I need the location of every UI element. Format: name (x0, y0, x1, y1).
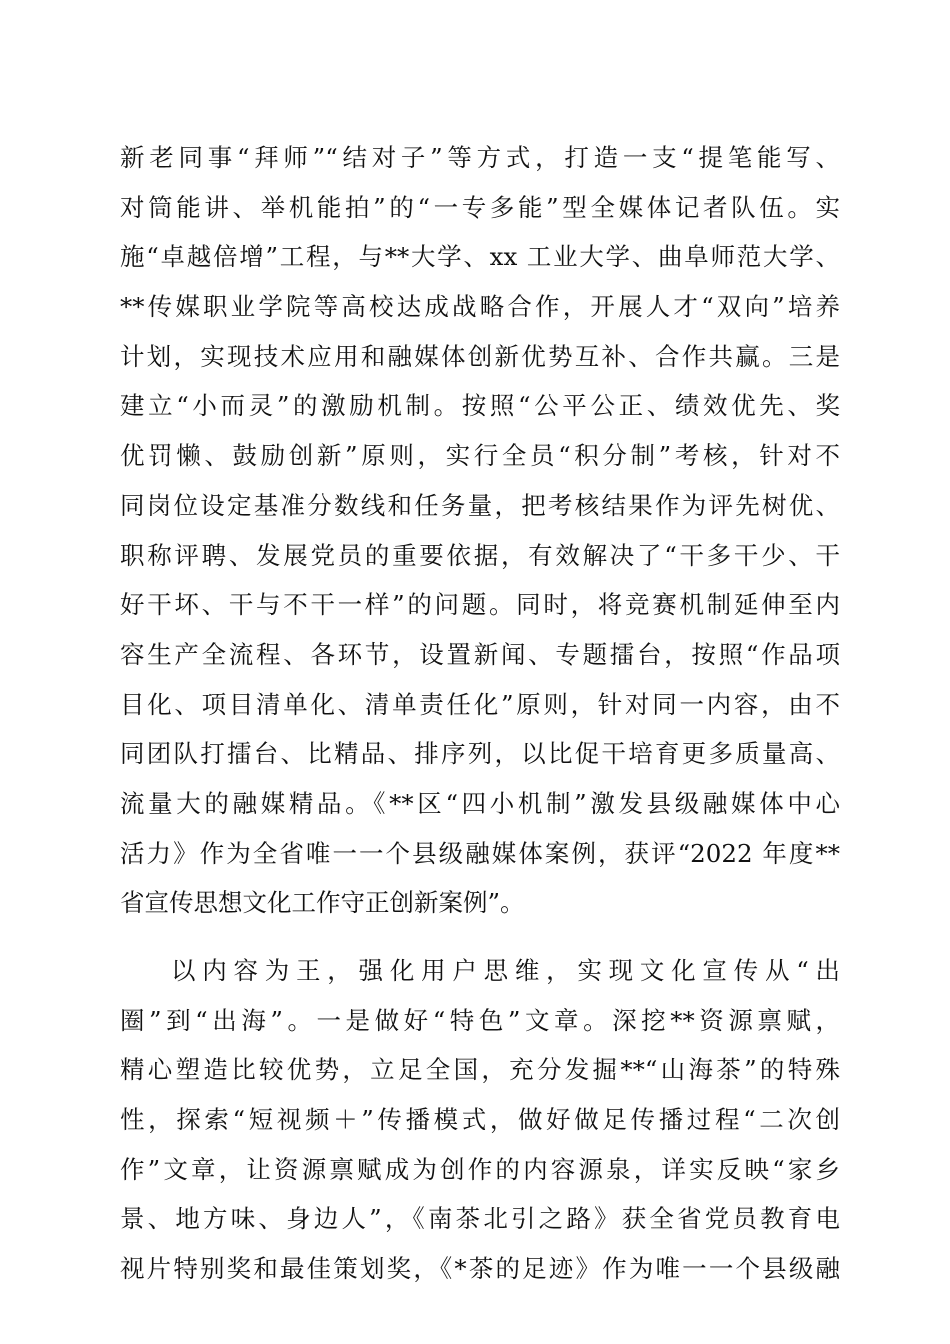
document-body (120, 133, 840, 1294)
text-line: 圈”到“出海”。一是做好“特色”文章。深挖**资源禀赋， (120, 1005, 840, 1035)
text-line: 对筒能讲、举机能拍”的“一专多能”型全媒体记者队伍。实 (120, 192, 840, 222)
text-line: 视片特别奖和最佳策划奖，《*茶的足迹》作为唯一一个县级融 (120, 1254, 840, 1284)
text-line: 活力》作为全省唯一一个县级融媒体案例，获评“2022 年度** (120, 838, 840, 868)
text-line: 以内容为王，强化用户思维，实现文化宣传从“出 (171, 956, 840, 985)
text-line: 容生产全流程、各环节，设置新闻、专题擂台，按照“作品项 (120, 639, 840, 669)
text-line: 流量大的融媒精品。《**区“四小机制”激发县级融媒体中心 (120, 788, 840, 818)
text-line: 省宣传思想文化工作守正创新案例”。 (120, 888, 525, 918)
text-line: 性，探索“短视频＋”传播模式，做好做足传播过程“二次创 (120, 1105, 840, 1135)
text-line: 优罚懒、鼓励创新”原则，实行全员“积分制”考核，针对不 (120, 441, 840, 471)
text-line: 职称评聘、发展党员的重要依据，有效解决了“干多干少、干 (120, 540, 840, 570)
paragraph-1 (120, 133, 840, 928)
text-line: 建立“小而灵”的激励机制。按照“公平公正、绩效优先、奖 (120, 391, 840, 421)
text-line: 精心塑造比较优势，立足全国，充分发掘**“山海茶”的特殊 (120, 1055, 840, 1085)
text-line: 好干坏、干与不干一样”的问题。同时，将竞赛机制延伸至内 (120, 590, 840, 620)
text-line: **传媒职业学院等高校达成战略合作，开展人才“双向”培养 (120, 292, 840, 322)
paragraph-2 (120, 946, 840, 1294)
text-line: 作”文章，让资源禀赋成为创作的内容源泉，详实反映“家乡 (120, 1154, 840, 1184)
paragraph-gap (120, 928, 840, 946)
text-line: 同岗位设定基准分数线和任务量，把考核结果作为评先树优、 (120, 490, 840, 520)
text-line: 同团队打擂台、比精品、排序列，以比促干培育更多质量高、 (120, 739, 840, 769)
text-line: 新老同事“拜师”“结对子”等方式，打造一支“提笔能写、 (120, 143, 840, 172)
text-line: 景、地方味、身边人”，《南茶北引之路》获全省党员教育电 (120, 1204, 840, 1234)
text-line: 施“卓越倍增”工程，与**大学、xx 工业大学、曲阜师范大学、 (120, 242, 840, 272)
text-line: 目化、项目清单化、清单责任化”原则，针对同一内容，由不 (120, 689, 840, 719)
text-line: 计划，实现技术应用和融媒体创新优势互补、合作共赢。三是 (120, 341, 840, 371)
